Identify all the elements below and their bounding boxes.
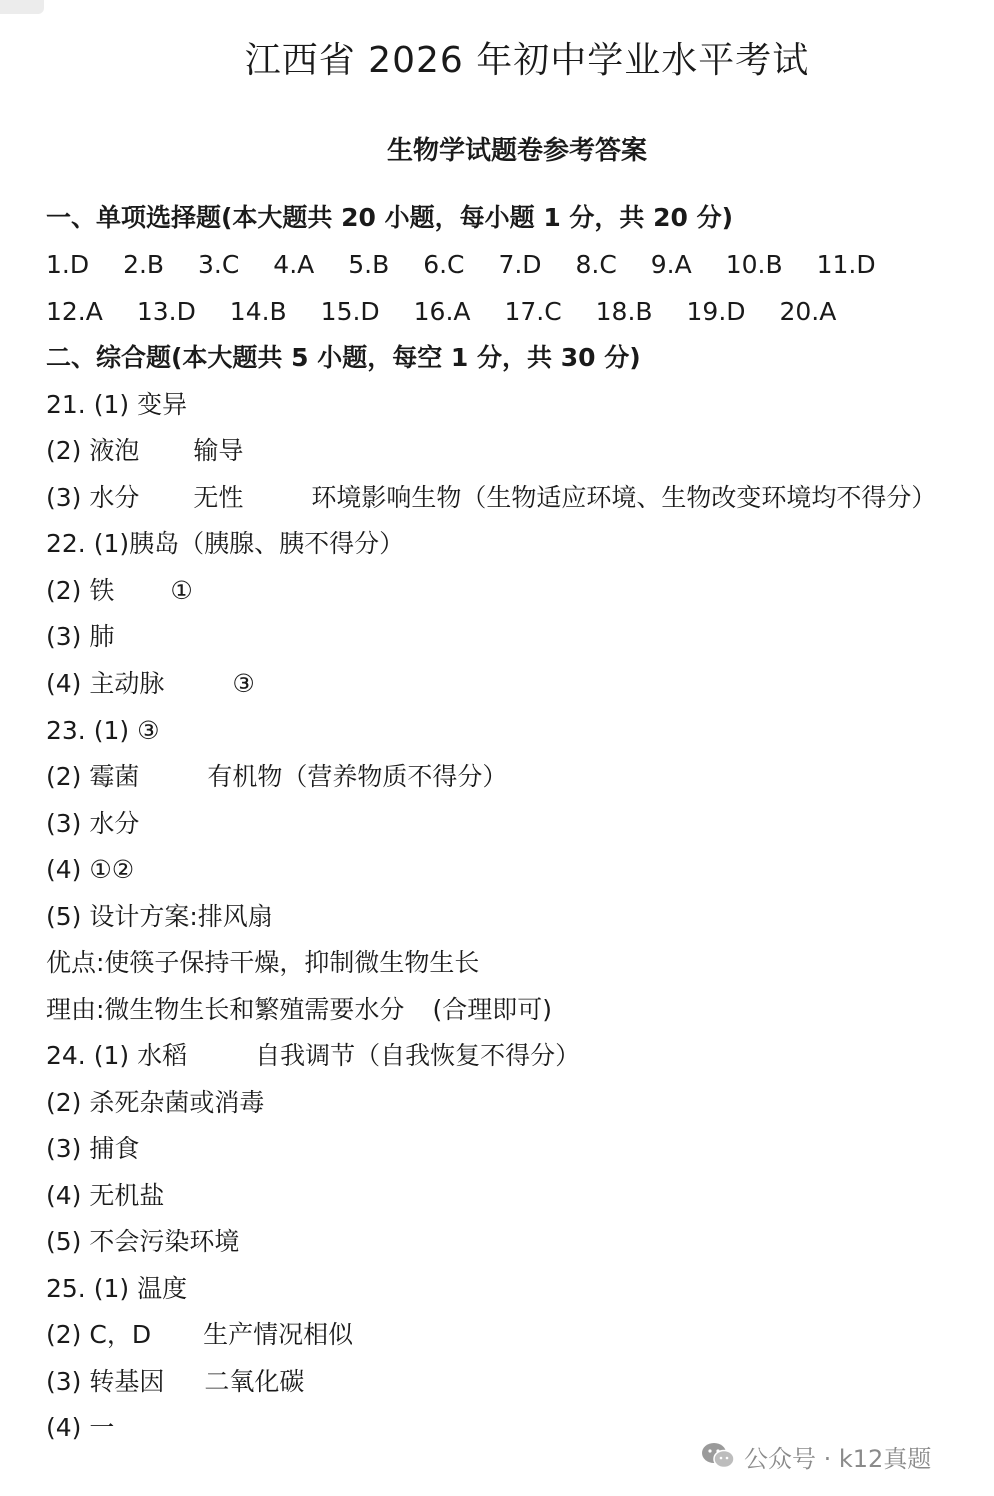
answer-text: 生产情况相似 xyxy=(203,1320,354,1349)
answer-line-21-3 xyxy=(46,483,936,513)
mcq-answer: 15.D xyxy=(320,297,380,326)
section1-heading: 一、单项选择题(本大题共 20 小题，每小题 1 分，共 20 分) xyxy=(46,203,734,232)
answer-line-22-4 xyxy=(46,669,255,699)
mcq-answer: 7.D xyxy=(498,250,542,279)
mcq-answer: 18.B xyxy=(595,297,653,326)
answer-line-22-1 xyxy=(46,529,404,559)
answer-text: 二氧化碳 xyxy=(204,1367,305,1396)
mcq-answer: 19.D xyxy=(686,297,746,326)
mcq-answer: 20.A xyxy=(779,297,837,326)
mcq-answer: 11.D xyxy=(816,250,876,279)
answer-text: (3) 转基因 xyxy=(46,1367,165,1396)
answer-text: 有机物（营养物质不得分） xyxy=(207,762,508,791)
answer-text: 24. (1) 水稻 xyxy=(46,1041,188,1070)
mcq-answer: 4.A xyxy=(273,250,315,279)
answer-text: (2) 铁 xyxy=(46,576,115,605)
answer-text: 21. (1) 变异 xyxy=(46,390,188,419)
answer-text: (3) 肺 xyxy=(46,622,115,651)
answer-line-21-2 xyxy=(46,436,243,466)
answer-text: (5) 不会污染环境 xyxy=(46,1227,240,1256)
answer-text: (2) C，D xyxy=(46,1320,152,1349)
answer-text: (2) 液泡 xyxy=(46,436,140,465)
answer-line-23-3 xyxy=(46,809,139,839)
mcq-answer: 2.B xyxy=(123,250,165,279)
answer-line-23-5 xyxy=(46,902,273,932)
answer-line-22-3 xyxy=(46,622,114,652)
answer-text: (合理即可) xyxy=(432,995,552,1024)
answer-line-23-1 xyxy=(46,716,159,746)
answer-line-22-2 xyxy=(46,576,193,606)
mcq-answer: 12.A xyxy=(46,297,103,326)
answer-text: (2) 霉菌 xyxy=(46,762,140,791)
answer-line-23-5-advantage xyxy=(46,948,479,978)
answer-line-25-4 xyxy=(46,1413,114,1443)
mcq-answer: 6.C xyxy=(423,250,465,279)
mcq-answer: 16.A xyxy=(413,297,471,326)
answer-line-23-4 xyxy=(46,855,134,885)
answer-text: (3) 捕食 xyxy=(46,1134,140,1163)
answer-text: 环境影响生物（生物适应环境、生物改变环境均不得分） xyxy=(311,483,937,512)
answer-line-25-1 xyxy=(46,1274,187,1304)
mcq-answer: 10.B xyxy=(725,250,783,279)
answer-line-25-2 xyxy=(46,1320,353,1350)
answer-text: 自我调节（自我恢复不得分） xyxy=(255,1041,581,1070)
answer-text: 无性 xyxy=(193,483,244,512)
page-title: 江西省 2026 年初中学业水平考试 xyxy=(244,40,810,81)
mcq-answer: 3.C xyxy=(198,250,240,279)
mcq-row-2 xyxy=(46,297,862,327)
answer-line-24-4 xyxy=(46,1181,164,1211)
wechat-icon xyxy=(700,1441,736,1471)
answer-text: (4) ①② xyxy=(46,855,135,884)
answer-line-23-2 xyxy=(46,762,507,792)
mcq-row-1 xyxy=(46,250,902,280)
watermark-text: 公众号 · k12真题 xyxy=(744,1444,932,1473)
answer-text: (3) 水分 xyxy=(46,809,140,838)
answer-text: 23. (1) ③ xyxy=(46,716,160,745)
mcq-answer: 8.C xyxy=(575,250,617,279)
wechat-watermark xyxy=(700,1438,931,1474)
mcq-answer: 17.C xyxy=(504,297,562,326)
answer-line-24-5 xyxy=(46,1227,239,1257)
answer-text: (4) 主动脉 xyxy=(46,669,165,698)
answer-line-25-3 xyxy=(46,1367,304,1397)
answer-line-24-2 xyxy=(46,1088,264,1118)
answer-text: 理由:微生物生长和繁殖需要水分 xyxy=(46,995,405,1024)
answer-text: (5) 设计方案:排风扇 xyxy=(46,902,273,931)
answer-text: 输导 xyxy=(193,436,244,465)
mcq-answer: 14.B xyxy=(229,297,287,326)
page-subtitle: 生物学试题卷参考答案 xyxy=(386,136,647,166)
answer-text: ① xyxy=(170,576,193,605)
mcq-answer: 1.D xyxy=(46,250,90,279)
answer-line-24-1 xyxy=(46,1041,580,1071)
answer-text: ③ xyxy=(232,669,255,698)
mcq-answer: 5.B xyxy=(348,250,390,279)
answer-text: 优点:使筷子保持干燥，抑制微生物生长 xyxy=(46,948,480,977)
answer-text: (3) 水分 xyxy=(46,483,140,512)
answer-text: (4) 无机盐 xyxy=(46,1181,165,1210)
answer-text: (4) 一 xyxy=(46,1413,115,1442)
answer-text: 22. (1)胰岛（胰腺、胰不得分） xyxy=(46,529,405,558)
mcq-answer: 13.D xyxy=(136,297,196,326)
mcq-answer: 9.A xyxy=(650,250,692,279)
answer-line-24-3 xyxy=(46,1134,139,1164)
answer-text: 25. (1) 温度 xyxy=(46,1274,188,1303)
corner-mark xyxy=(0,0,44,14)
answer-line-23-5-reason xyxy=(46,995,552,1025)
answer-line-21-1 xyxy=(46,390,187,420)
section2-heading: 二、综合题(本大题共 5 小题，每空 1 分，共 30 分) xyxy=(46,343,641,372)
answer-text: (2) 杀死杂菌或消毒 xyxy=(46,1088,265,1117)
